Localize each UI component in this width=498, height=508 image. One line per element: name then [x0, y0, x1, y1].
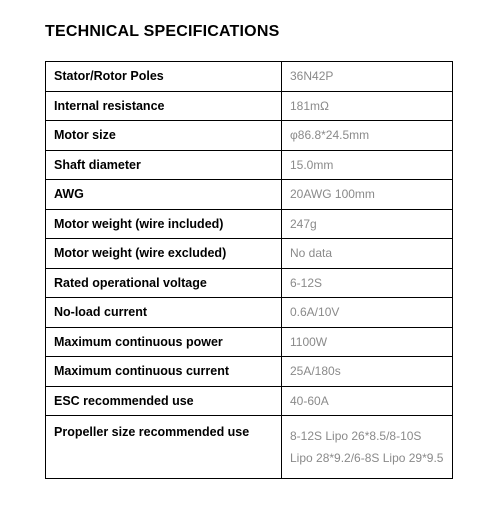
spec-value: No data	[282, 239, 453, 269]
spec-label: Maximum continuous power	[46, 327, 282, 357]
spec-label: Rated operational voltage	[46, 268, 282, 298]
spec-label: Internal resistance	[46, 91, 282, 121]
spec-row-motor-size	[46, 121, 453, 151]
spec-value-line: Lipo 28*9.2/6-8S Lipo 29*9.5	[290, 451, 444, 465]
spec-row-shaft-diameter	[46, 150, 453, 180]
spec-value: φ86.8*24.5mm	[282, 121, 453, 151]
spec-row-weight-wire-included	[46, 209, 453, 239]
spec-value: 181mΩ	[282, 91, 453, 121]
spec-label: Propeller size recommended use	[46, 416, 282, 479]
spec-label: Maximum continuous current	[46, 357, 282, 387]
spec-row-awg	[46, 180, 453, 210]
page-title: TECHNICAL SPECIFICATIONS	[45, 23, 280, 40]
spec-row-propeller-size	[46, 416, 453, 479]
spec-value	[282, 416, 453, 479]
spec-value-line: 8-12S Lipo 26*8.5/8-10S	[290, 429, 422, 443]
spec-row-internal-resistance	[46, 91, 453, 121]
spec-label: AWG	[46, 180, 282, 210]
spec-row-no-load-current	[46, 298, 453, 328]
spec-value: 0.6A/10V	[282, 298, 453, 328]
spec-value: 15.0mm	[282, 150, 453, 180]
spec-label: No-load current	[46, 298, 282, 328]
spec-value: 247g	[282, 209, 453, 239]
spec-row-max-continuous-power	[46, 327, 453, 357]
spec-table	[45, 61, 453, 479]
spec-value: 40-60A	[282, 386, 453, 416]
spec-label: Shaft diameter	[46, 150, 282, 180]
spec-value: 6-12S	[282, 268, 453, 298]
spec-row-weight-wire-excluded	[46, 239, 453, 269]
spec-value: 20AWG 100mm	[282, 180, 453, 210]
spec-value: 25A/180s	[282, 357, 453, 387]
spec-row-esc-recommended	[46, 386, 453, 416]
spec-row-stator-rotor-poles	[46, 62, 453, 92]
spec-value: 1100W	[282, 327, 453, 357]
spec-label: Stator/Rotor Poles	[46, 62, 282, 92]
spec-label: Motor weight (wire included)	[46, 209, 282, 239]
spec-value: 36N42P	[282, 62, 453, 92]
spec-row-max-continuous-current	[46, 357, 453, 387]
spec-row-rated-voltage	[46, 268, 453, 298]
spec-label: ESC recommended use	[46, 386, 282, 416]
spec-label: Motor weight (wire excluded)	[46, 239, 282, 269]
spec-label: Motor size	[46, 121, 282, 151]
